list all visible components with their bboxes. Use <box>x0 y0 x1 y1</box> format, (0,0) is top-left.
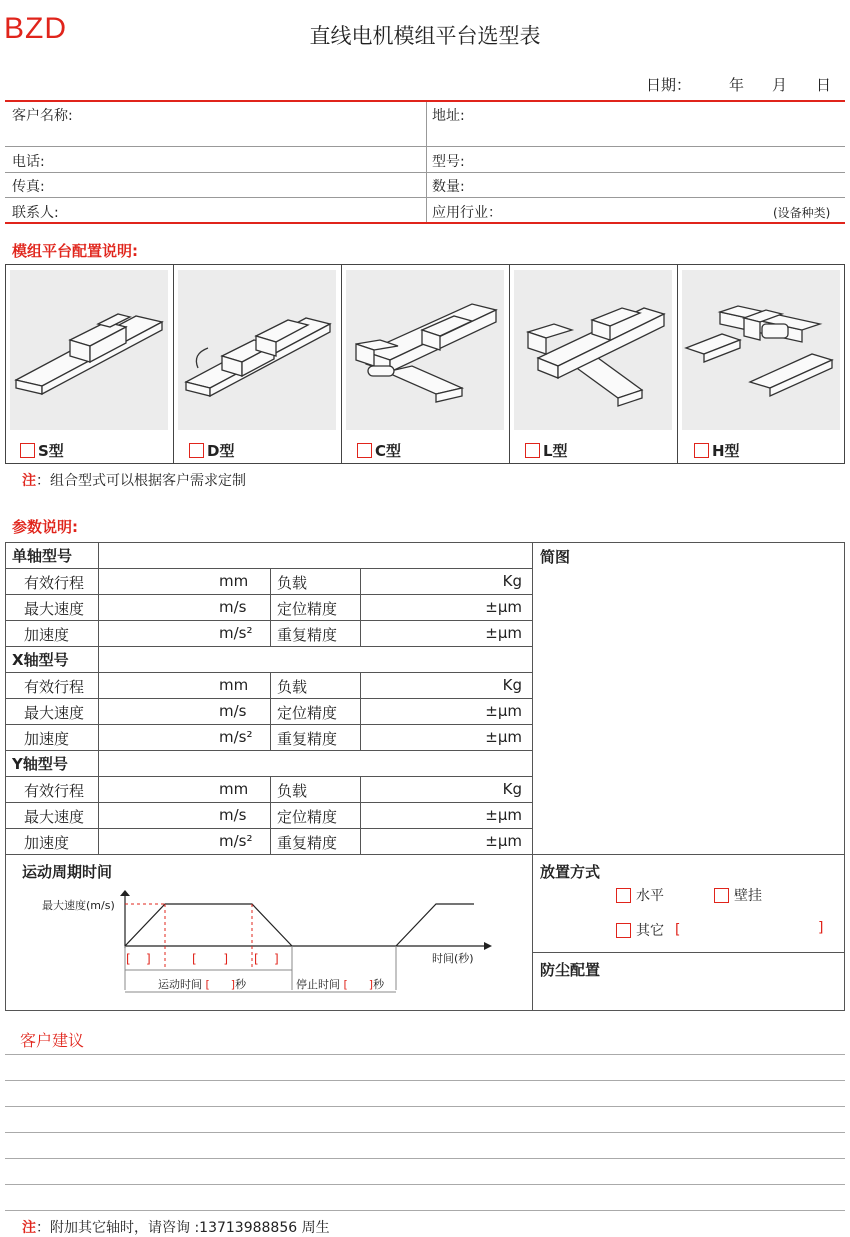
note-label: 注 <box>22 473 36 489</box>
accel-time-field[interactable] <box>126 952 151 966</box>
c-type-image <box>346 270 504 430</box>
row-line <box>5 172 845 173</box>
customer-divider <box>426 102 427 222</box>
type-label: C型 <box>375 442 402 460</box>
param-label: 有效行程 <box>24 678 85 696</box>
param-label: 最大速度 <box>24 808 85 826</box>
bracket-open: [ <box>343 978 348 991</box>
param-label: 加速度 <box>24 834 70 852</box>
note-text: ：附加其它轴时，请咨询 :13713988856 周生 <box>36 1220 330 1236</box>
cell-divider <box>98 802 99 828</box>
param-unit: m/s <box>219 702 247 720</box>
cell-divider <box>270 672 271 698</box>
address-field[interactable]: 地址: <box>432 108 465 124</box>
cell-divider <box>98 724 99 750</box>
phone-field[interactable]: 电话: <box>12 154 45 170</box>
bracket-open: [ <box>254 952 259 966</box>
config-divider <box>173 264 174 464</box>
cell-divider <box>360 594 361 620</box>
placement-wall-option[interactable] <box>714 885 762 905</box>
quantity-field[interactable]: 数量: <box>432 179 465 195</box>
note-text: ：组合型式可以根据客户需求定制 <box>36 473 246 489</box>
row-line <box>5 146 845 147</box>
diagram-label: 简图 <box>540 548 571 566</box>
checkbox[interactable] <box>189 443 204 458</box>
param-unit: mm <box>219 780 249 798</box>
cell-divider <box>360 828 361 854</box>
param-label: 定位精度 <box>277 704 338 722</box>
config-divider <box>341 264 342 464</box>
checkbox[interactable] <box>714 888 729 903</box>
motion-time-label: 运动时间 <box>158 978 202 991</box>
type-c-option[interactable] <box>357 440 401 461</box>
seconds-unit: 秒 <box>373 978 385 991</box>
d-type-image <box>178 270 336 430</box>
type-label: S型 <box>38 442 64 460</box>
suggestion-line[interactable] <box>5 1210 845 1211</box>
param-unit: ±μm <box>485 832 522 850</box>
param-unit: Kg <box>502 676 522 694</box>
placement-other-option[interactable] <box>616 920 680 940</box>
param-label: 加速度 <box>24 730 70 748</box>
suggestion-line[interactable] <box>5 1184 845 1185</box>
cell-divider <box>270 620 271 646</box>
type-label: L型 <box>543 442 568 460</box>
bracket-open: [ <box>205 978 210 991</box>
param-unit: ±μm <box>485 598 522 616</box>
param-unit: ±μm <box>485 806 522 824</box>
param-unit: ±μm <box>485 702 522 720</box>
h-type-image <box>682 270 840 430</box>
cell-divider <box>98 698 99 724</box>
param-unit: Kg <box>502 780 522 798</box>
placement-horizontal-option[interactable] <box>616 885 664 905</box>
option-label: 其它 <box>636 923 664 939</box>
suggestion-line[interactable] <box>5 1158 845 1159</box>
decel-time-field[interactable] <box>254 952 279 966</box>
fax-field[interactable]: 传真: <box>12 179 45 195</box>
cell-divider <box>270 698 271 724</box>
config-note <box>22 470 246 490</box>
footer-note <box>22 1217 330 1237</box>
cell-divider <box>270 594 271 620</box>
customer-bottom-line <box>5 222 845 224</box>
axis-model-input[interactable] <box>99 750 531 776</box>
x-arrow <box>484 942 492 950</box>
param-unit: ±μm <box>485 728 522 746</box>
cell-divider <box>360 698 361 724</box>
row-line <box>5 197 845 198</box>
config-divider <box>509 264 510 464</box>
bracket-open: [ <box>126 952 131 966</box>
time-axis-label: 时间(秒) <box>432 952 474 965</box>
cell-divider <box>98 828 99 854</box>
note-label: 注 <box>22 1220 36 1236</box>
date-year[interactable]: 年 <box>729 76 745 94</box>
param-unit: m/s <box>219 598 247 616</box>
cell-divider <box>270 568 271 594</box>
suggestion-line[interactable] <box>5 1106 845 1107</box>
param-label: 有效行程 <box>24 782 85 800</box>
type-l-option[interactable] <box>525 440 568 461</box>
param-label: 加速度 <box>24 626 70 644</box>
param-unit: m/s² <box>219 624 253 642</box>
type-d-option[interactable] <box>189 440 234 461</box>
bracket-open: [ <box>675 922 681 938</box>
customer-name-field[interactable]: 客户名称: <box>12 108 73 124</box>
checkbox[interactable] <box>616 923 631 938</box>
option-label: 壁挂 <box>734 888 762 904</box>
param-label: 最大速度 <box>24 600 85 618</box>
contact-field[interactable]: 联系人: <box>12 205 59 221</box>
logo: BZD <box>4 12 67 45</box>
suggestion-line[interactable] <box>5 1132 845 1133</box>
cell-divider <box>360 620 361 646</box>
type-label: D型 <box>207 442 235 460</box>
placement-title: 放置方式 <box>540 863 601 881</box>
cell-divider <box>360 568 361 594</box>
param-unit: mm <box>219 676 249 694</box>
axis-group-title: 单轴型号 <box>12 547 73 565</box>
param-unit: ±μm <box>485 624 522 642</box>
axis-model-input[interactable] <box>99 542 531 568</box>
axis-group-title: Y轴型号 <box>12 755 68 773</box>
param-label: 重复精度 <box>277 730 338 748</box>
y-arrow <box>120 890 130 896</box>
cell-divider <box>360 672 361 698</box>
checkbox[interactable] <box>525 443 540 458</box>
page-title: 直线电机模组平台选型表 <box>309 24 541 48</box>
param-label: 定位精度 <box>277 600 338 618</box>
cell-divider <box>270 802 271 828</box>
suggestion-line[interactable] <box>5 1054 845 1055</box>
param-unit: Kg <box>502 572 522 590</box>
type-label: H型 <box>712 442 740 460</box>
axis-group-title: X轴型号 <box>12 651 69 669</box>
type-s-option[interactable] <box>20 440 64 461</box>
bracket-close: ] <box>818 920 824 936</box>
seconds-unit: 秒 <box>235 978 247 991</box>
cell-divider <box>98 620 99 646</box>
cycle-title: 运动周期时间 <box>22 863 113 881</box>
cell-divider <box>270 724 271 750</box>
dust-top-line <box>532 952 845 953</box>
checkbox[interactable] <box>20 443 35 458</box>
max-speed-label: 最大速度(m/s) <box>42 899 115 912</box>
param-unit: mm <box>219 572 249 590</box>
bracket-close: ] <box>145 952 151 966</box>
param-label: 最大速度 <box>24 704 85 722</box>
date-day[interactable]: 日 <box>816 76 832 94</box>
checkbox[interactable] <box>616 888 631 903</box>
cell-divider <box>98 568 99 594</box>
cell-divider <box>98 776 99 802</box>
bracket-close: ] <box>230 978 236 991</box>
cell-divider <box>270 828 271 854</box>
cell-divider <box>360 776 361 802</box>
param-label: 重复精度 <box>277 834 338 852</box>
param-unit: m/s² <box>219 832 253 850</box>
model-field[interactable]: 型号: <box>432 154 465 170</box>
config-divider <box>677 264 678 464</box>
param-label: 重复精度 <box>277 626 338 644</box>
cell-divider <box>98 672 99 698</box>
placement-top-line <box>532 854 845 855</box>
checkbox[interactable] <box>694 443 709 458</box>
params-heading: 参数说明: <box>12 518 78 536</box>
config-heading: 模组平台配置说明: <box>12 242 138 260</box>
s-type-image <box>10 270 168 430</box>
speed-profile <box>125 904 292 946</box>
type-h-option[interactable] <box>694 440 740 461</box>
industry-field[interactable]: 应用行业： <box>432 205 502 221</box>
stop-time-field[interactable] <box>296 976 384 992</box>
date-month[interactable]: 月 <box>772 76 788 94</box>
cell-divider <box>98 594 99 620</box>
motion-time-field[interactable] <box>158 976 246 992</box>
param-label: 负载 <box>277 678 308 696</box>
param-unit: m/s <box>219 806 247 824</box>
bracket-close: ] <box>223 952 229 966</box>
param-label: 负载 <box>277 574 308 592</box>
param-unit: m/s² <box>219 728 253 746</box>
param-label: 定位精度 <box>277 808 338 826</box>
header-divider <box>5 100 845 102</box>
l-type-image <box>514 270 672 430</box>
cell-divider <box>360 724 361 750</box>
cycle-top-line <box>5 854 532 855</box>
bracket-close: ] <box>368 978 374 991</box>
bracket-close: ] <box>273 952 279 966</box>
device-type-hint: (设备种类) <box>773 206 831 220</box>
bracket-open: [ <box>192 952 197 966</box>
cell-divider <box>270 776 271 802</box>
checkbox[interactable] <box>357 443 372 458</box>
param-label: 有效行程 <box>24 574 85 592</box>
option-label: 水平 <box>636 888 664 904</box>
dust-title: 防尘配置 <box>540 961 601 979</box>
diagram-divider <box>532 542 533 1011</box>
suggestion-heading: 客户建议 <box>20 1031 85 1050</box>
stop-time-label: 停止时间 <box>296 978 340 991</box>
suggestion-line[interactable] <box>5 1080 845 1081</box>
axis-model-input[interactable] <box>99 646 531 672</box>
speed-profile-next <box>396 904 474 946</box>
const-time-field[interactable] <box>192 952 228 966</box>
date-label: 日期： <box>646 76 692 94</box>
cell-divider <box>360 802 361 828</box>
param-label: 负载 <box>277 782 308 800</box>
